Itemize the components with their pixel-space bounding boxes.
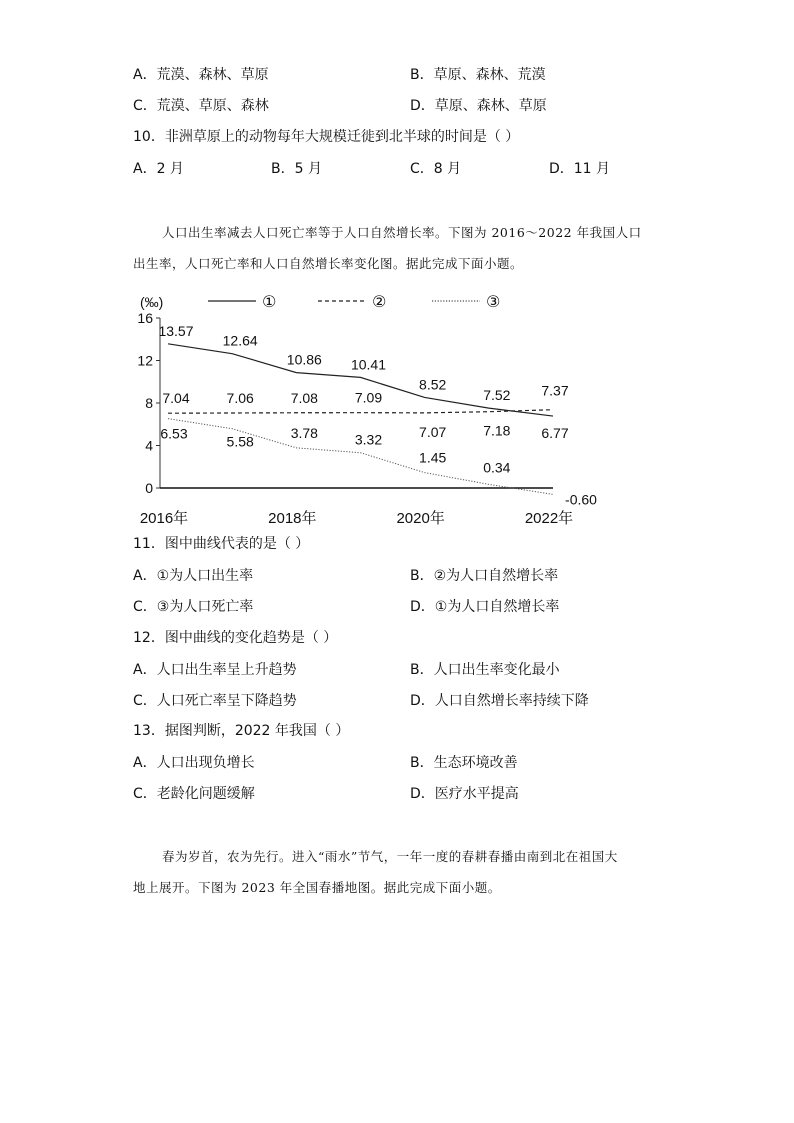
series-2-data-label: 7.07 <box>419 423 447 440</box>
q12-stem: 12．图中曲线的变化趋势是（ ） <box>133 630 338 646</box>
y-tick-label: 12 <box>137 352 153 369</box>
q12-option-c: C．人口死亡率呈下降趋势 <box>133 693 297 709</box>
q9-option-c: C．荒漠、草原、森林 <box>133 98 269 114</box>
q11-option-c: C．③为人口死亡率 <box>133 599 254 615</box>
series-1-data-label: 8.52 <box>419 376 447 393</box>
q13-stem: 13．据图判断，2022 年我国（ ） <box>133 723 350 739</box>
q11-stem: 11．图中曲线代表的是（ ） <box>133 536 310 552</box>
series-1-data-label: 12.64 <box>222 332 258 349</box>
series-3-data-label: 6.53 <box>160 425 188 442</box>
series-2-data-label: 7.18 <box>483 422 511 439</box>
series-3-data-label: 0.34 <box>483 459 511 476</box>
legend-label-2: ② <box>372 294 387 311</box>
q10-option-a: A．2 月 <box>133 161 184 177</box>
q13-option-c: C．老龄化问题缓解 <box>133 786 255 802</box>
y-tick-label: 0 <box>145 480 153 496</box>
x-tick-label: 2018年 <box>268 510 317 527</box>
y-tick-label: 8 <box>145 395 153 411</box>
series-2-data-label: 7.08 <box>290 389 318 406</box>
q9-option-a: A．荒漠、森林、草原 <box>133 67 269 83</box>
q13-option-a: A．人口出现负增长 <box>133 755 255 771</box>
q10-option-c: C．8 月 <box>410 161 462 177</box>
series-1-data-label: 7.52 <box>483 387 511 404</box>
series-1-data-label: 6.77 <box>541 425 569 442</box>
y-tick-label: 16 <box>137 310 153 326</box>
q11-option-a: A．①为人口出生率 <box>133 568 254 584</box>
y-axis-unit-label: (‰) <box>140 294 164 310</box>
q10-stem: 10．非洲草原上的动物每年大规模迁徙到北半球的时间是（ ） <box>133 129 520 145</box>
intro-paragraph-2-line-1: 春为岁首，农为先行。进入“雨水”节气，一年一度的春耕春播由南到北在祖国大 <box>162 849 618 864</box>
intro-paragraph-1-line-2: 出生率，人口死亡率和人口自然增长率变化图。据此完成下面小题。 <box>133 256 524 271</box>
y-tick-label: 4 <box>145 437 153 454</box>
series-2-data-label: 7.06 <box>226 389 254 406</box>
q9-option-b: B．草原、森林、荒漠 <box>410 67 546 83</box>
series-1-data-label: 10.86 <box>286 351 322 368</box>
series-1-data-label: 10.41 <box>350 356 387 373</box>
series-2-data-label: 7.09 <box>354 389 383 406</box>
series-2-data-label: 7.04 <box>162 390 190 407</box>
q13-option-b: B．生态环境改善 <box>410 755 518 771</box>
q12-option-b: B．人口出生率变化最小 <box>410 662 560 678</box>
x-tick-label: 2016年 <box>139 510 189 527</box>
series-2-data-label: 7.37 <box>541 382 569 399</box>
q9-option-d: D．草原、森林、草原 <box>410 98 547 114</box>
population-rate-line-chart <box>120 285 597 530</box>
series-1-data-label: 13.57 <box>158 322 194 339</box>
q12-option-a: A．人口出生率呈上升趋势 <box>133 662 297 678</box>
series-3-data-label: 5.58 <box>226 433 254 450</box>
intro-paragraph-2-line-2: 地上展开。下图为 2023 年全国春播地图。据此完成下面小题。 <box>133 880 501 895</box>
series-3-data-label: -0.60 <box>565 491 597 508</box>
x-tick-label: 2020年 <box>396 510 445 527</box>
q12-option-d: D．人口自然增长率持续下降 <box>410 693 589 709</box>
legend-label-3: ③ <box>486 294 501 311</box>
legend-label-1: ① <box>262 294 277 311</box>
intro-paragraph-1-line-1: 人口出生率减去人口死亡率等于人口自然增长率。下图为 2016～2022 年我国人口 <box>162 225 642 240</box>
q11-option-d: D．①为人口自然增长率 <box>410 599 560 615</box>
q11-option-b: B．②为人口自然增长率 <box>410 568 559 584</box>
series-3-data-label: 3.32 <box>354 431 383 448</box>
series-line-2 <box>168 410 553 414</box>
q10-option-d: D．11 月 <box>549 161 611 177</box>
q10-option-b: B．5 月 <box>271 161 322 177</box>
x-tick-label: 2022年 <box>524 510 574 527</box>
q13-option-d: D．医疗水平提高 <box>410 786 519 802</box>
series-3-data-label: 3.78 <box>290 424 318 441</box>
series-3-data-label: 1.45 <box>419 449 447 466</box>
